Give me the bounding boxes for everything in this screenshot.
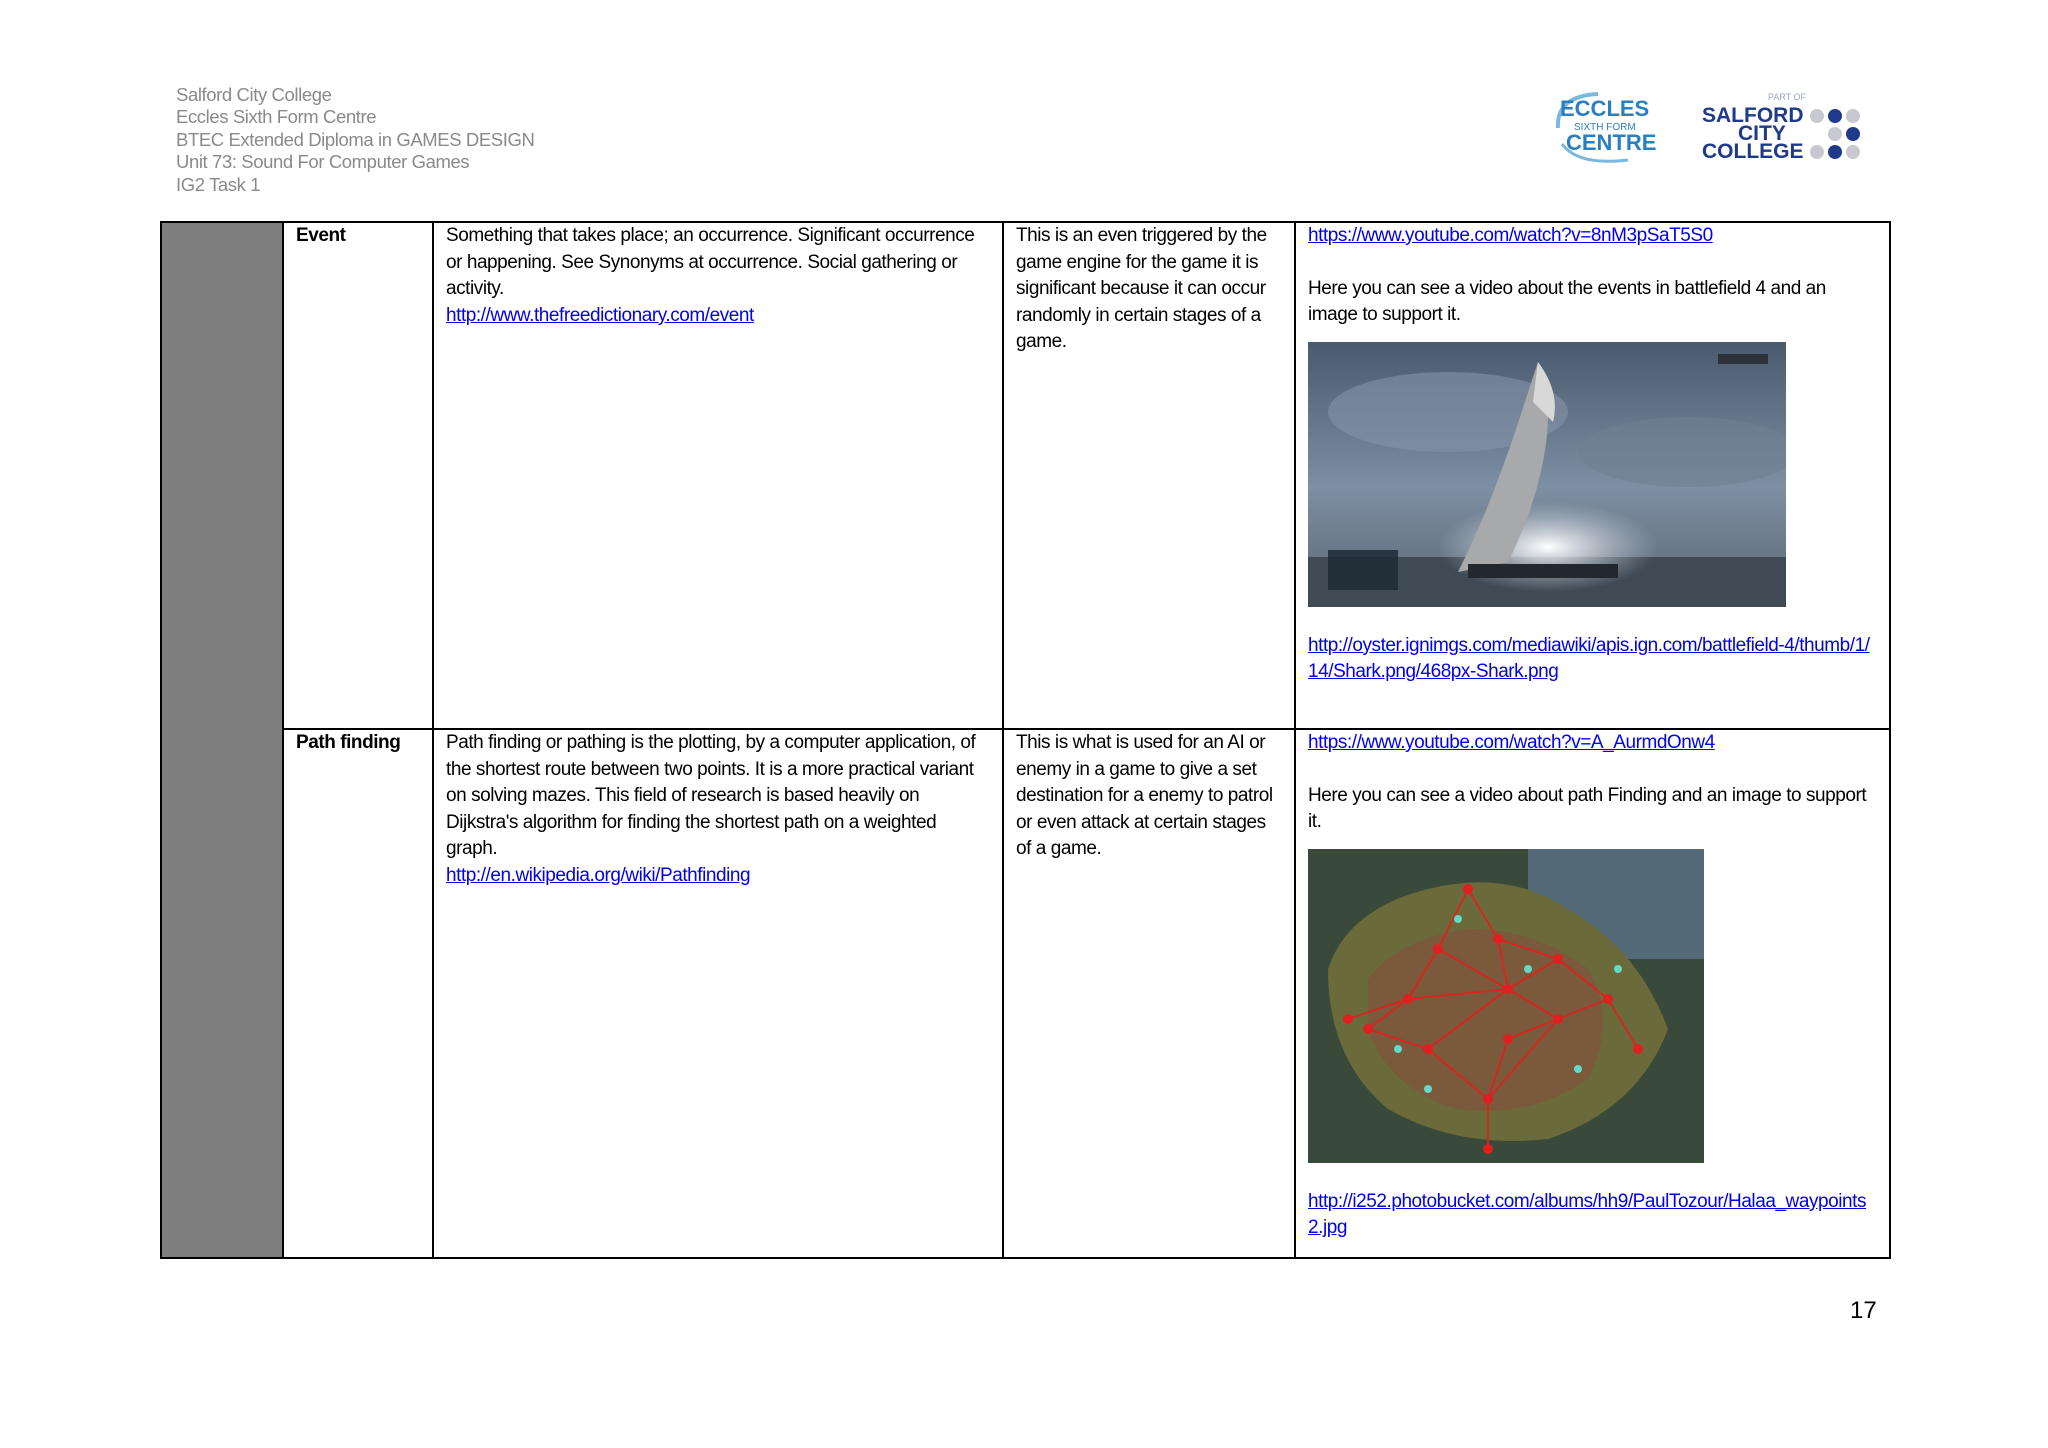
term-cell	[283, 222, 433, 729]
eccles-logo-line1: ECCLES	[1560, 96, 1650, 121]
salford-city-college-logo	[1698, 88, 1868, 168]
support-text: Here you can see a video about the events in battlefield 4 and an image to support it.	[1308, 277, 1826, 326]
header-line-college: Salford City College	[176, 84, 332, 105]
video-link[interactable]: https://www.youtube.com/watch?v=A_AurmdOnw4	[1308, 732, 1715, 753]
eccles-logo-line2: SIXTH FORM	[1574, 122, 1636, 133]
image-source-link[interactable]: http://i252.photobucket.com/albums/hh9/PaulTozour/Halaa_waypoints2.jpg	[1308, 1190, 1866, 1239]
salford-logo-line2: CITY	[1738, 122, 1786, 145]
pathfinding-waypoints-image	[1308, 849, 1704, 1163]
term-cell	[283, 729, 433, 1258]
eccles-centre-logo	[1548, 88, 1658, 168]
explanation-cell	[1003, 729, 1295, 1258]
definition-cell	[433, 222, 1003, 729]
definition-text: Something that takes place; an occurrence. Significant occurrence or happening. See Synonyms at occurrence. Social gathering or activity.	[446, 225, 975, 300]
header-line-unit: Unit 73: Sound For Computer Games	[176, 151, 470, 173]
definition-link[interactable]: http://en.wikipedia.org/wiki/Pathfinding	[446, 864, 751, 886]
term-path-finding: Path finding	[296, 732, 401, 753]
explanation-cell	[1003, 222, 1295, 729]
support-cell	[1295, 222, 1890, 729]
video-link[interactable]: https://www.youtube.com/watch?v=8nM3pSaT5S0	[1308, 225, 1713, 246]
salford-logo-tag: PART OF	[1768, 92, 1807, 102]
battlefield-shark-image	[1308, 342, 1786, 607]
glossary-table	[160, 221, 1891, 1259]
explanation-text: This is what is used for an AI or enemy in a game to give a set destination for a enemy to patrol or even attack at certain stages of a game.	[1016, 732, 1273, 860]
salford-logo-line3: COLLEGE	[1702, 140, 1804, 163]
header-line-centre: Eccles Sixth Form Centre	[176, 106, 377, 128]
table-row-path-finding	[161, 729, 1890, 1258]
grey-side-column	[161, 222, 283, 1258]
explanation-text: This is an even triggered by the game engine for the game it is significant because it can occur randomly in certain stages of a game.	[1016, 225, 1267, 353]
definition-text: Path finding or pathing is the plotting, by a computer application, of the shortest route between two points. It is a more practical variant on solving mazes. This field of research is based heavily on Dijkstra's algorithm for finding the shortest path on a weighted graph.	[446, 732, 976, 860]
definition-link[interactable]: http://www.thefreedictionary.com/event	[446, 304, 754, 326]
page-number: 17	[1850, 1297, 1877, 1324]
header-line-course: BTEC Extended Diploma in GAMES DESIGN	[176, 128, 535, 150]
term-event: Event	[296, 225, 346, 246]
eccles-logo-line3: CENTRE	[1566, 130, 1657, 155]
salford-logo-line1: SALFORD	[1702, 104, 1804, 127]
header-line-task: IG2 Task 1	[176, 173, 261, 195]
document-header	[176, 84, 534, 196]
support-cell	[1295, 729, 1890, 1258]
table-row-event	[161, 222, 1890, 729]
definition-cell	[433, 729, 1003, 1258]
image-source-link[interactable]: http://oyster.ignimgs.com/mediawiki/apis.ign.com/battlefield-4/thumb/1/14/Shark.png/468px-Shark.png	[1308, 634, 1870, 683]
support-text: Here you can see a video about path Finding and an image to support it.	[1308, 784, 1867, 833]
